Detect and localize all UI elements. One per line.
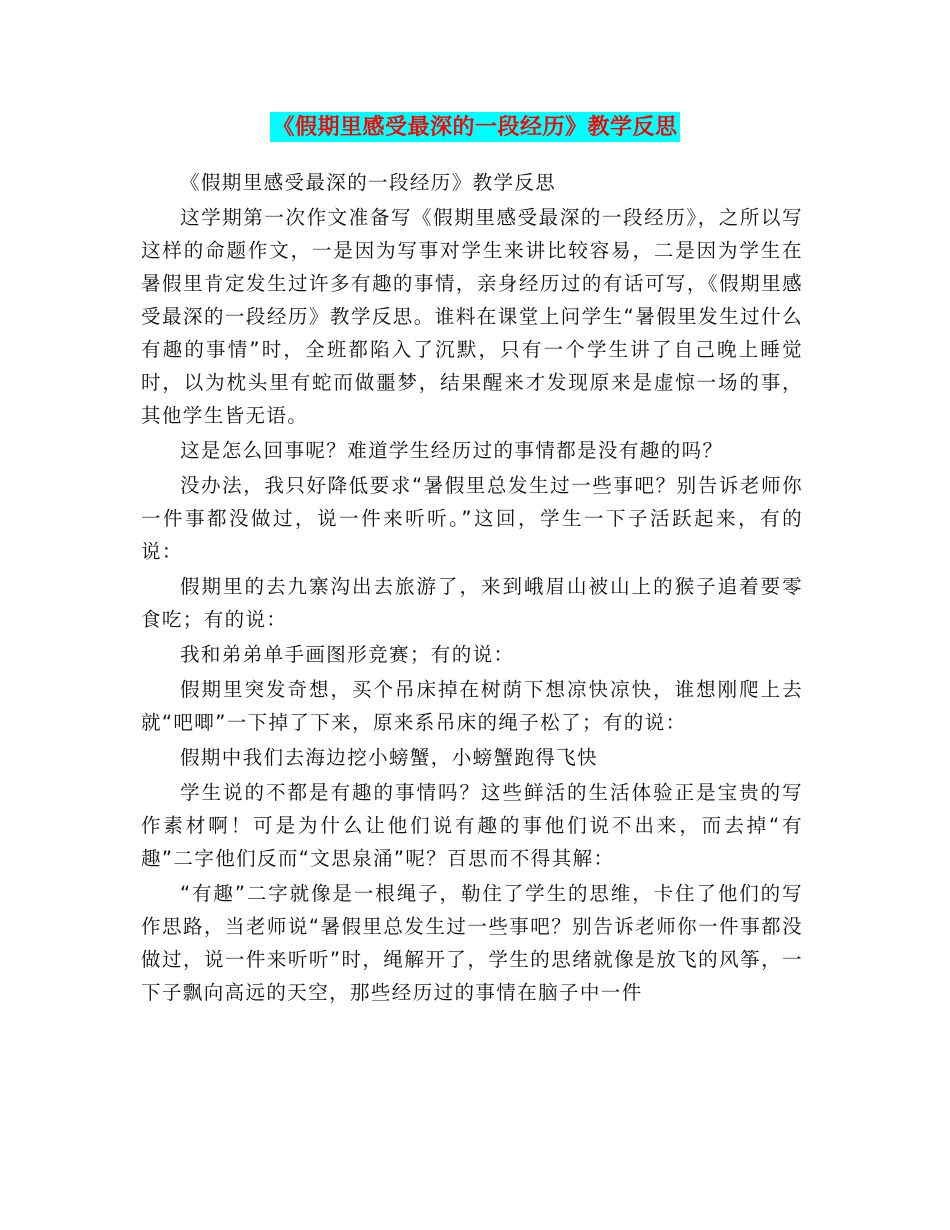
paragraph: 这学期第一次作文准备写《假期里感受最深的一段经历》，之所以写这样的命题作文，一是因为写事对学生来讲比较容易，二是因为学生在暑假里肯定发生过许多有趣的事情，亲身经历过的有话可写，《假期里感受最深的一段经历》教学反思。谁料在课堂上问学生“暑假里发生过什么有趣的事情”时，全班都陷入了沉默，只有一个学生讲了自己晚上睡觉时，以为枕头里有蛇而做噩梦，结果醒来才发现原来是虚惊一场的事，其他学生皆无语。 xyxy=(141,206,803,427)
document-title: 《假期里感受最深的一段经历》教学反思 xyxy=(272,114,678,140)
title-container xyxy=(0,112,950,142)
paragraph: 我和弟弟单手画图形竞赛；有的说： xyxy=(180,643,515,666)
paragraph: 假期中我们去海边挖小螃蟹，小螃蟹跑得飞快 xyxy=(180,746,599,769)
paragraph: 学生说的不都是有趣的事情吗？这些鲜活的生活体验正是宝贵的写作素材啊！可是为什么让他们说有趣的事他们说不出来，而去掉“有趣”二字他们反而“文思泉涌”呢？百思而不得其解： xyxy=(141,781,803,870)
paragraph: 没办法，我只好降低要求“暑假里总发生过一些事吧？别告诉老师你一件事都没做过，说一件来听听。”这回，学生一下子活跃起来，有的说： xyxy=(141,474,803,563)
paragraph: “有趣”二字就像是一根绳子，勒住了学生的思维，卡住了他们的写作思路，当老师说“暑假里总发生过一些事吧？别告诉老师你一件事都没做过，说一件来听听”时，绳解开了，学生的思绪就像是放飞的风筝，一下子飘向高远的天空，那些经历过的事情在脑子中一件 xyxy=(141,882,803,1004)
paragraph: 假期里的去九寨沟出去旅游了，来到峨眉山被山上的猴子追着要零食吃；有的说： xyxy=(141,575,803,631)
paragraph: 这是怎么回事呢？难道学生经历过的事情都是没有趣的吗？ xyxy=(180,439,724,462)
paragraph: 《假期里感受最深的一段经历》教学反思 xyxy=(180,171,557,194)
document-body xyxy=(141,166,803,1011)
paragraph: 假期里突发奇想，买个吊床掉在树荫下想凉快凉快，谁想刚爬上去就“吧唧”一下掉了下来，原来系吊床的绳子松了；有的说： xyxy=(141,678,803,734)
